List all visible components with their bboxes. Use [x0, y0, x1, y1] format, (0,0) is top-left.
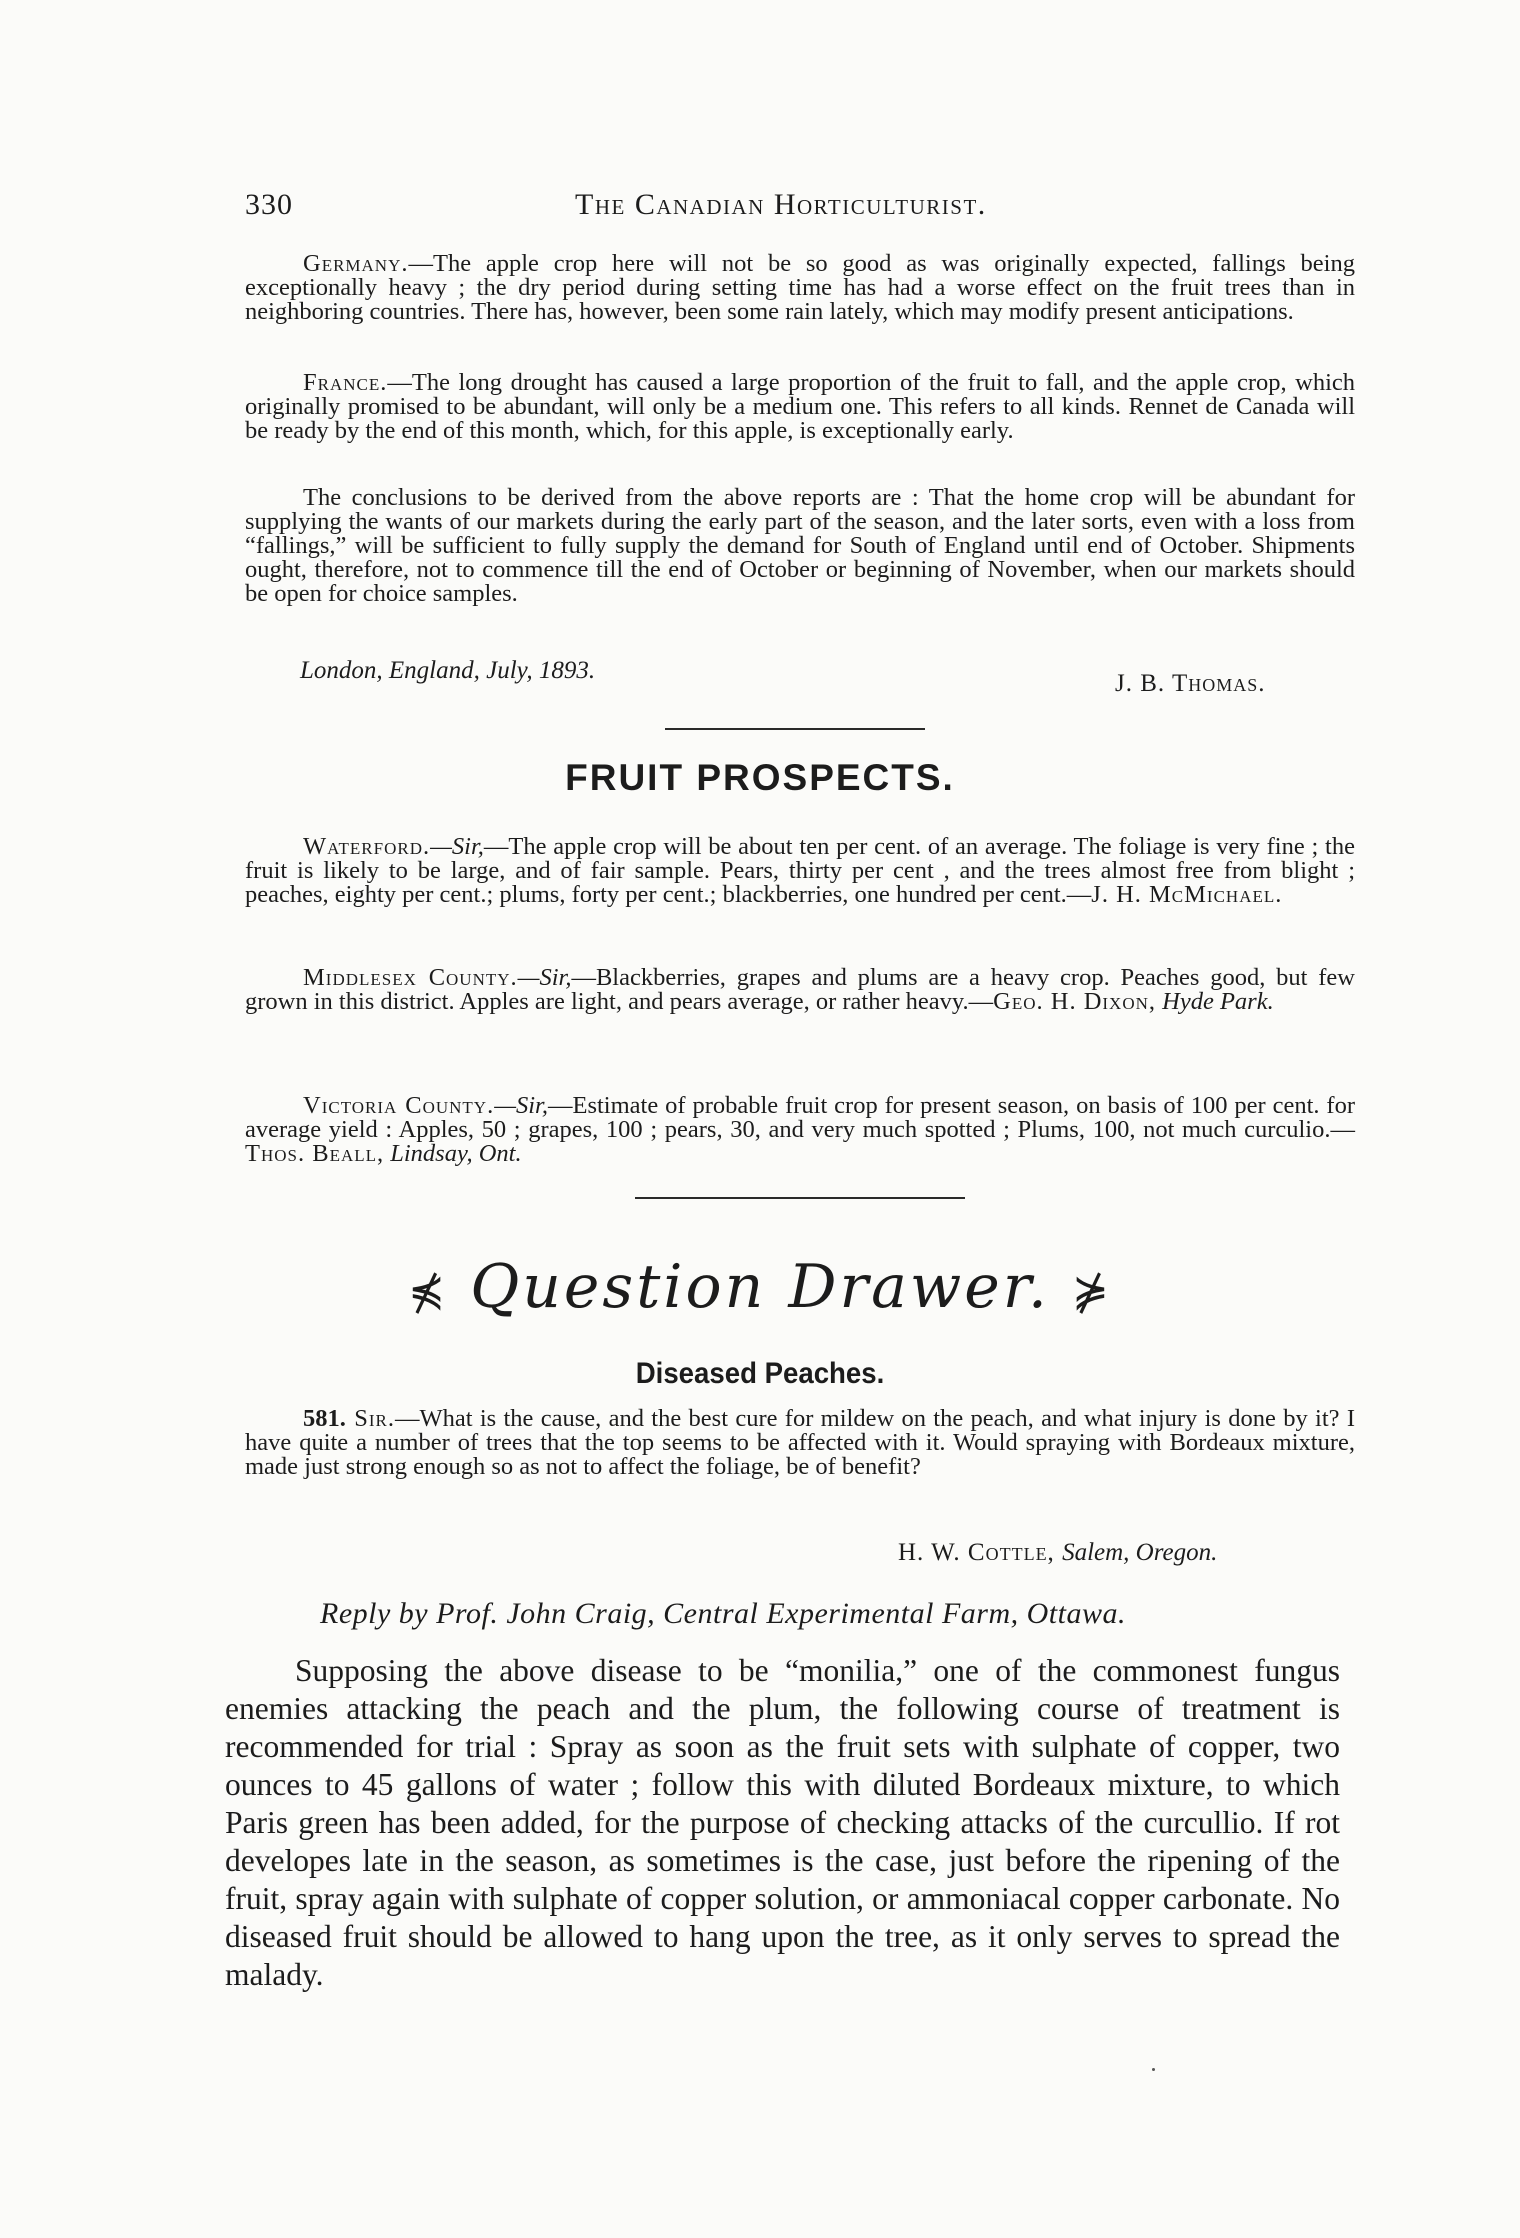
- section-divider: [635, 1197, 965, 1199]
- report-paragraph-germany: [245, 252, 1355, 324]
- entry-place: Lindsay, Ont.: [390, 1140, 522, 1167]
- entry-text: —Blackberries, grapes and plums are a heavy crop. Peaches good, but few grown in this district. Apples are light, and pears average, or rather heavy.—: [245, 964, 1355, 1015]
- entry-text: —The apple crop will be about ten per cent. of an average. The foliage is very fine ; the fruit is likely to be large, and of fair sample. Pears, thirty per cent , and the trees almost free from blight ; peaches, eighty per cent.; plums, forty per cent.; blackberries, one hundred per cent.—: [245, 833, 1355, 908]
- paragraph-lead: Germany.: [303, 250, 409, 277]
- paragraph-text: —The apple crop here will not be so good as was originally expected, fallings being exceptionally heavy ; the dry period during setting time has had a worse effect on the fruit trees than in neighboring countries. There has, however, been some rain lately, which may modify present anticipations.: [245, 250, 1355, 325]
- running-title: The Canadian Horticulturist.: [575, 188, 987, 221]
- reply-heading: Reply by Prof. John Craig, Central Experimental Farm, Ottawa.: [320, 1597, 1126, 1630]
- prospect-entry-middlesex: [245, 966, 1355, 1014]
- section-divider: [665, 728, 925, 730]
- page-number: 330: [245, 188, 293, 221]
- report-paragraph-conclusions: [245, 486, 1355, 606]
- paper-speck: [1152, 2068, 1155, 2071]
- page-header: [245, 188, 1380, 228]
- prospect-entry-waterford: [245, 835, 1355, 907]
- question-text: —What is the cause, and the best cure for mildew on the peach, and what injury is done by it? I have quite a number of trees that the top seems to be affected with it. Would spraying with Bordeaux mixture, made just strong enough so as not to affect the foliage, be of benefit?: [245, 1405, 1355, 1480]
- question-paragraph: [245, 1407, 1355, 1479]
- entry-signer: J. H. McMichael.: [1091, 881, 1283, 908]
- paragraph-lead: France.: [303, 369, 388, 396]
- question-signature: [898, 1539, 1217, 1567]
- question-lead: Sir.: [345, 1405, 395, 1432]
- entry-salutation: —Sir,: [430, 833, 484, 860]
- entry-signer: Geo. H. Dixon,: [993, 988, 1157, 1015]
- entry-lead: Middlesex County.: [303, 964, 518, 991]
- fruit-prospects-title: FRUIT PROSPECTS.: [565, 757, 955, 798]
- entry-lead: Waterford.: [303, 833, 431, 860]
- prospect-entry-victoria: [245, 1094, 1355, 1166]
- questioner-name: H. W. Cottle,: [898, 1539, 1055, 1566]
- entry-lead: Victoria County.: [303, 1092, 495, 1119]
- ornament-left-icon: ⋠: [408, 1265, 448, 1317]
- entry-text: —Estimate of probable fruit crop for present season, on basis of 100 per cent. for average yield : Apples, 50 ; grapes, 100 ; pears, 30, and very much spotted ; Plums, 100, not much curculio.—: [245, 1092, 1355, 1143]
- answer-paragraph: Supposing the above disease to be “monilia,” one of the commonest fungus enemies attacking the peach and the plum, the following course of treatment is recommended for trial : Spray as soon as the fruit sets with sulphate of copper, two ounces to 45 gallons of water ; follow this with diluted Bordeaux mixture, to which Paris green has been added, for the purpose of checking attacks of the curcullio. If rot developes late in the season, as sometimes is the case, just before the ripening of the fruit, spray again with sulphate of copper solution, or ammoniacal copper carbonate. No diseased fruit should be allowed to hang upon the tree, as it only serves to spread the malady.: [225, 1653, 1340, 1992]
- entry-salutation: —Sir,: [517, 964, 572, 991]
- entry-salutation: —Sir,: [494, 1092, 548, 1119]
- entry-signer: Thos. Beall,: [245, 1140, 385, 1167]
- ornament-right-icon: ⋡: [1072, 1265, 1112, 1317]
- report-signature: J. B. Thomas.: [1115, 670, 1266, 697]
- paragraph-text: The conclusions to be derived from the above reports are : That the home crop will be abundant for supplying the wants of our markets during the early part of the season, and the later sorts, even with a loss from “fallings,” will be sufficient to fully supply the demand for South of England until end of October. Shipments ought, therefore, not to commence till the end of October or beginning of November, when our markets should be open for choice samples.: [245, 484, 1355, 607]
- report-paragraph-france: [245, 371, 1355, 443]
- question-drawer-heading: [0, 1252, 1520, 1322]
- question-subtitle: Diseased Peaches.: [635, 1357, 885, 1390]
- paragraph-text: —The long drought has caused a large proportion of the fruit to fall, and the apple crop, which originally promised to be abundant, will only be a medium one. This refers to all kinds. Rennet de Canada will be ready by the end of this month, which, for this apple, is exceptionally early.: [245, 369, 1355, 444]
- question-number: 581.: [303, 1405, 346, 1432]
- question-drawer-title: Question Drawer.: [470, 1252, 1050, 1322]
- questioner-place: Salem, Oregon.: [1062, 1539, 1218, 1566]
- entry-place: Hyde Park.: [1162, 988, 1274, 1015]
- report-dateline: London, England, July, 1893.: [300, 657, 596, 684]
